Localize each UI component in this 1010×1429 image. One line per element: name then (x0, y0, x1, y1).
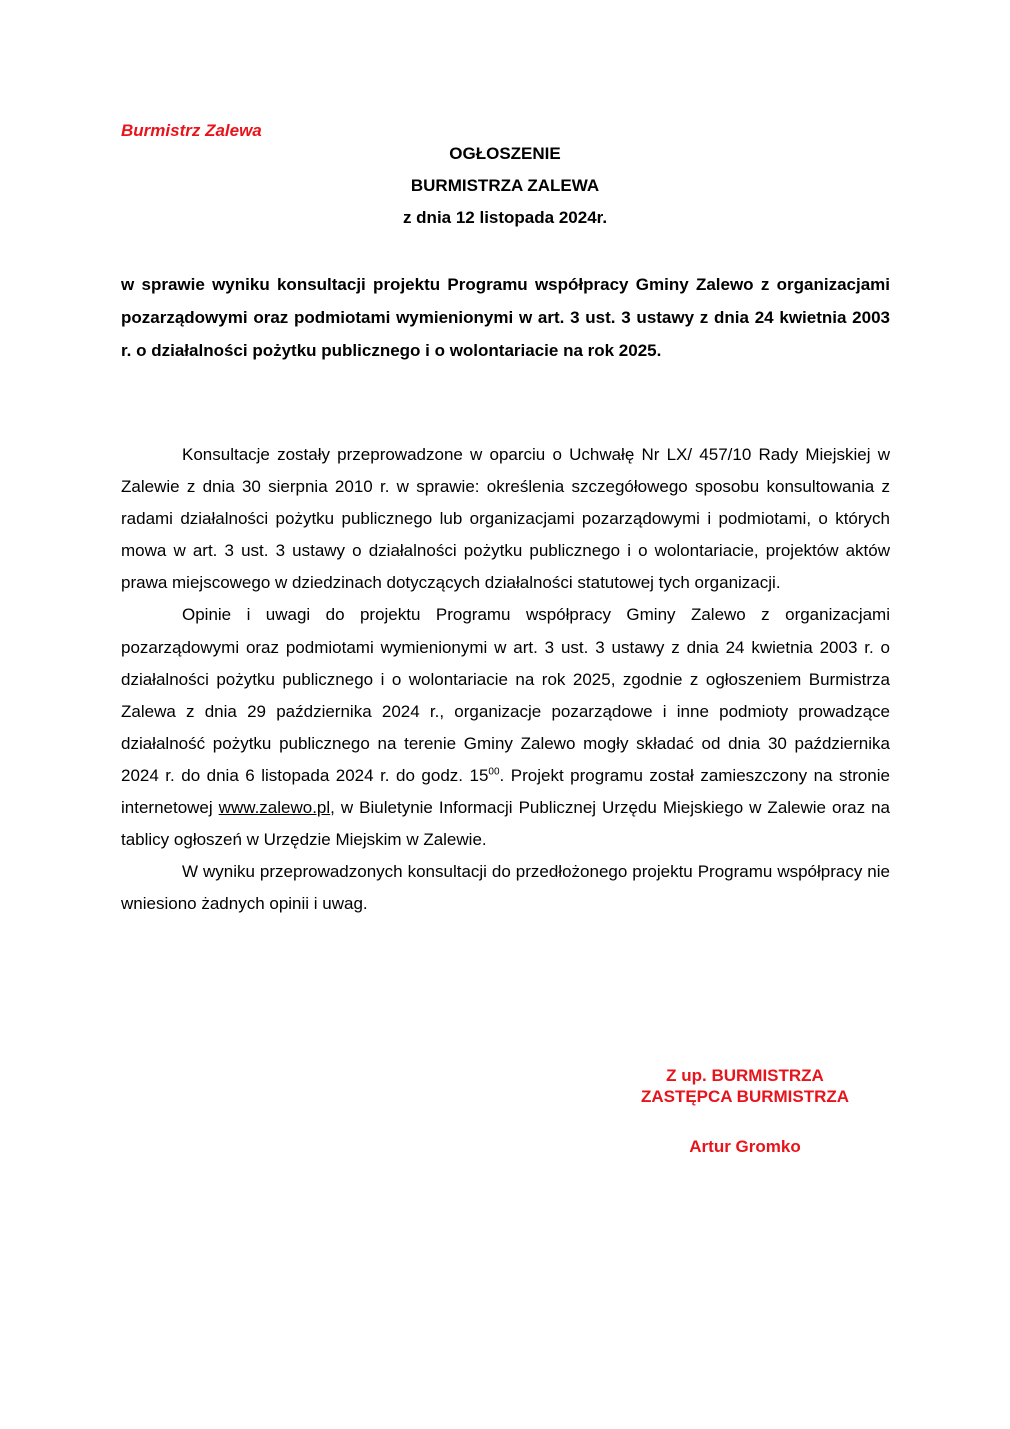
signature-title: ZASTĘPCA BURMISTRZA (640, 1087, 850, 1106)
time-superscript: 00 (488, 766, 500, 778)
body-paragraph-1: Konsultacje zostały przeprowadzone w oparciu o Uchwałę Nr LX/ 457/10 Rady Miejskiej w Zalewie z dnia 30 sierpnia 2010 r. w sprawie: określenia szczegółowego sposobu konsultowania z radami działalności pożytku publicznego lub organizacjami pozarządowymi i podmiotami, o których mowa w art. 3 ust. 3 ustawy o działalności pożytku publicznego i o wolontariacie, projektów aktów prawa miejscowego w dziedzinach dotyczących działalności statutowej tych organizacji. (121, 445, 890, 593)
body-paragraph-2-text-end: , w Biuletynie Informacji Publicznej Urzędu Miejskiego w Zalewie oraz na tablicy ogłoszeń w Urzędzie Miejskim w Zalewie. (121, 798, 890, 850)
website-link[interactable]: www.zalewo.pl (218, 798, 331, 818)
announcement-title: OGŁOSZENIE (449, 144, 561, 163)
body-paragraph-2-text: Opinie i uwagi do projektu Programu współpracy Gminy Zalewo z organizacjami pozarządowymi oraz podmiotami wymienionymi w art. 3 ust. 3 ustawy z dnia 24 kwietnia 2003 r. o działalności pożytku publicznego i o wolontariacie na rok 2025, zgodnie z ogłoszeniem Burmistrza Zalewa z dnia 29 października 2024 r., organizacje pozarządowe i inne podmioty prowadzące działalność pożytku publicznego na terenie Gminy Zalewo mogły składać od dnia 30 października 2024 r. do dnia 6 listopada 2024 r. do godz. 15 (121, 605, 890, 785)
signature-authority: Z up. BURMISTRZA (666, 1066, 824, 1085)
announcement-subject: w sprawie wyniku konsultacji projektu Programu współpracy Gminy Zalewo z organizacjami pozarządowymi oraz podmiotami wymienionymi w art. 3 ust. 3 ustawy z dnia 24 kwietnia 2003 r. o działalności pożytku publicznego i o wolontariacie na rok 2025. (121, 275, 890, 360)
signature-name: Artur Gromko (689, 1137, 801, 1156)
announcement-body (121, 439, 890, 920)
announcement-issuer: BURMISTRZA ZALEWA (410, 176, 600, 195)
announcement-date: z dnia 12 listopada 2024r. (402, 208, 608, 227)
body-paragraph-2-text-cont: . Projekt programu został zamieszczony na stronie internetowej (121, 765, 890, 818)
body-paragraph-3: W wyniku przeprowadzonych konsultacji do przedłożonego projektu Programu współpracy nie wniesiono żadnych opinii i uwag. (121, 862, 890, 914)
office-name: Burmistrz Zalewa (121, 121, 262, 140)
body-paragraph-2 (121, 599, 890, 856)
